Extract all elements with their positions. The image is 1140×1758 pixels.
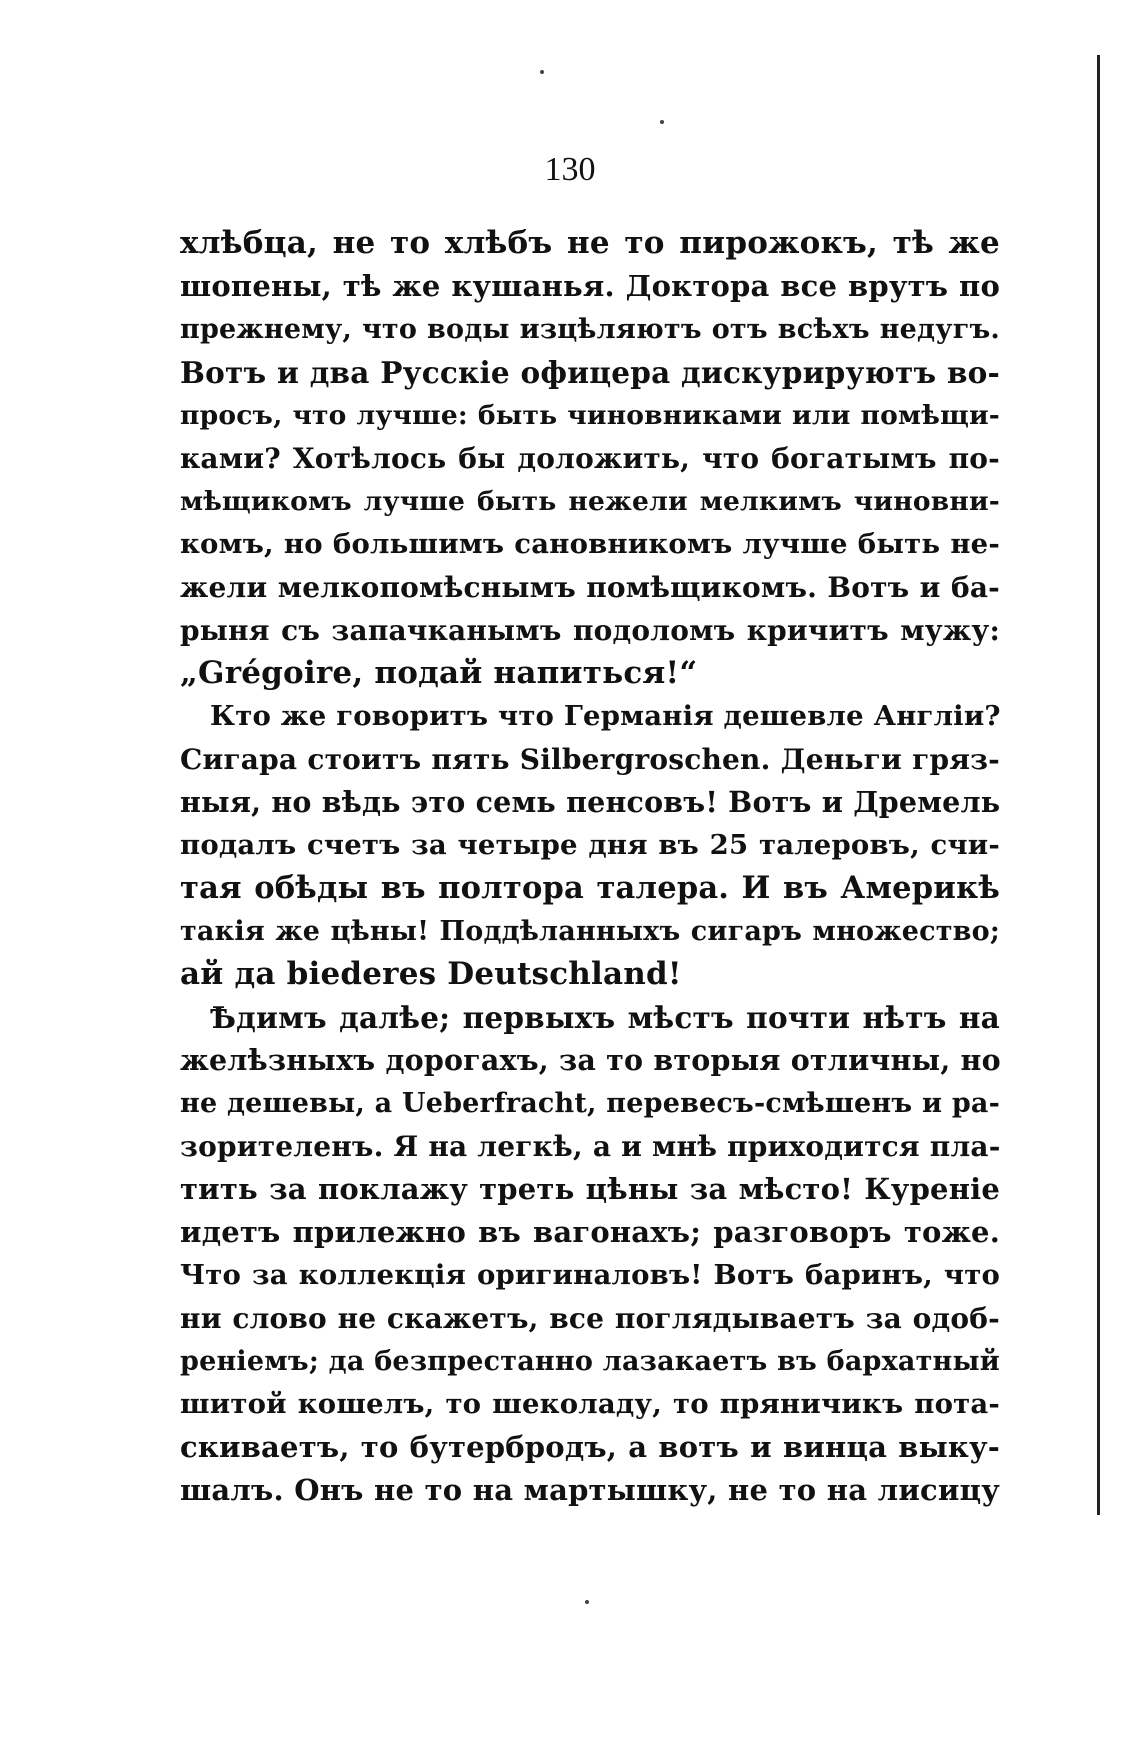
text-line: реніемъ; да безпрестанно лазакаетъ въ бархатный <box>180 1346 1000 1377</box>
print-speck <box>660 120 664 124</box>
text-line: тая обѣды въ полтора талера. И въ Америкѣ <box>180 870 1000 906</box>
page-number: 130 <box>544 151 596 188</box>
text-line: желѣзныхъ дорогахъ, за то вторыя отличны, но <box>180 1043 1001 1077</box>
text-line: Ѣдимъ далѣе; первыхъ мѣстъ почти нѣтъ на <box>210 1000 1000 1035</box>
text-line: „Grégoire, подай напиться!“ <box>180 655 698 691</box>
print-speck <box>540 70 544 74</box>
text-line: тить за поклажу треть цѣны за мѣсто! Куреніе <box>180 1172 1000 1206</box>
print-speck <box>585 1600 589 1604</box>
text-line: прежнему, что воды изцѣляютъ отъ всѣхъ недугъ. <box>180 314 1000 345</box>
text-line: Вотъ и два Русскіе офицера дискурируютъ во- <box>180 355 1000 390</box>
text-line: Сигара стоитъ пять Silbergroschen. Деньги гряз- <box>180 743 1000 776</box>
text-line: шалъ. Онъ не то на мартышку, не то на лисицу <box>180 1473 1000 1507</box>
text-line: такія же цѣны! Поддѣланныхъ сигаръ множество; <box>180 916 1000 947</box>
paragraph <box>180 996 1000 1512</box>
text-line: жели мелкопомѣснымъ помѣщикомъ. Вотъ и ба- <box>180 571 1000 604</box>
paragraph <box>180 695 1000 996</box>
paragraph <box>180 222 1000 695</box>
text-line: ками? Хотѣлось бы доложить, что богатымъ по- <box>180 442 1000 475</box>
page-edge-rule <box>1097 55 1100 1515</box>
text-line: скиваетъ, то бутербродъ, а вотъ и винца выку- <box>180 1430 1000 1464</box>
text-line: шитой кошелъ, то шеколаду, то пряничикъ пота- <box>180 1388 1000 1420</box>
text-line: мѣщикомъ лучше быть нежели мелкимъ чиновни- <box>180 486 1000 517</box>
text-line: просъ, что лучше: быть чиновниками или помѣщи- <box>180 400 1000 431</box>
text-line: комъ, но большимъ сановникомъ лучше быть не- <box>180 528 1000 560</box>
text-line: зорителенъ. Я на легкѣ, а и мнѣ приходится пла- <box>180 1130 1001 1163</box>
text-line: ни слово не скажетъ, все поглядываетъ за одоб- <box>180 1302 1000 1335</box>
text-line: не дешевы, а Ueberfracht, перевесъ-смѣшенъ и ра- <box>180 1088 1000 1119</box>
text-line: хлѣбца, не то хлѣбъ не то пирожокъ, тѣ же <box>180 225 1000 261</box>
body-text <box>180 222 1000 1512</box>
text-line: шопены, тѣ же кушанья. Доктора все врутъ по <box>180 269 1000 303</box>
text-line: ныя, но вѣдь это семь пенсовъ! Вотъ и Дремель <box>180 785 1001 819</box>
text-line: идетъ прилежно въ вагонахъ; разговоръ тоже. <box>180 1215 1000 1249</box>
text-line: Что за коллекція оригиналовъ! Вотъ баринъ, что <box>180 1259 1000 1291</box>
text-line: Кто же говоритъ что Германія дешевле Англіи? <box>210 700 1001 732</box>
text-line: рыня съ запачканымъ подоломъ кричитъ мужу: <box>180 614 1000 647</box>
text-line: подалъ счетъ за четыре дня въ 25 талеровъ, счи- <box>180 829 1000 861</box>
text-line: ай да biederes Deutschland! <box>180 956 682 992</box>
